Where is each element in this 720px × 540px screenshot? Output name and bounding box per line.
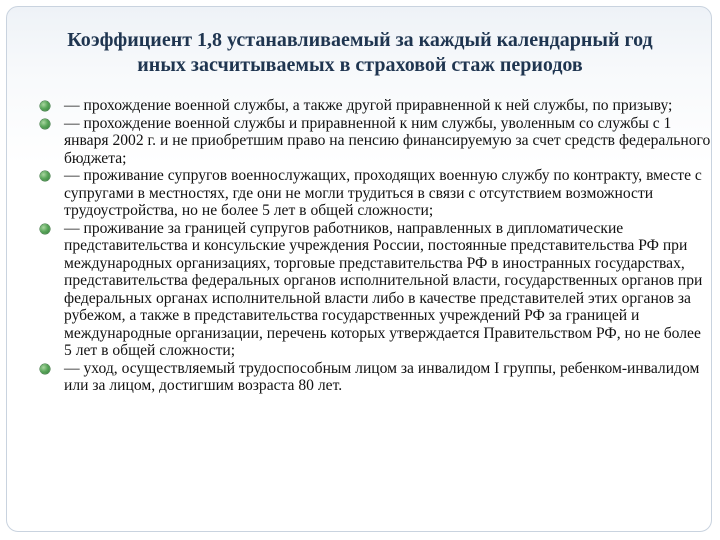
bullet-list <box>40 97 712 395</box>
green-sphere-bullet-icon <box>40 119 50 129</box>
list-item <box>40 115 712 168</box>
list-item <box>40 360 712 395</box>
slide-title-line-1: Коэффициент 1,8 устанавливаемый за каждый календарный год <box>67 29 653 51</box>
green-sphere-bullet-icon <box>40 364 50 374</box>
list-item-text: — проживание супругов военнослужащих, проходящих военную службу по контракту, вместе с супругами в местностях, где они не могли трудиться в связи с отсутствием возможности трудоустройства, но не более 5 лет в общей сложности; <box>64 167 702 219</box>
slide-title <box>20 28 700 78</box>
green-sphere-bullet-icon <box>40 171 50 181</box>
green-sphere-bullet-icon <box>40 101 50 111</box>
list-item <box>40 167 712 220</box>
slide-title-line-2: иных засчитываемых в страховой стаж периодов <box>137 54 583 76</box>
list-item-text: — прохождение военной службы и приравненной к ним службы, уволенным со службы с 1 января 2002 г. и не приобретшим право на пенсию финансируемую за счет средств федерального бюджета; <box>64 114 711 167</box>
list-item <box>40 220 712 360</box>
list-item-text: — проживание за границей супругов работников, направленных в дипломатические представительства и консульские учреждения России, постоянные представительства РФ при международных организациях, торговые представительства РФ в иностранных государствах, представительства федеральных органов исполнительной власти, государственных органов при федеральных органах исполнительной власти либо в качестве представителей этих органов за рубежом, а также в представительства государственных учреждений РФ за границей и международные организации, перечень которых утверждается Правительством РФ, но не более 5 лет в общей сложности; <box>64 219 703 359</box>
list-item-text: — уход, осуществляемый трудоспособным лицом за инвалидом I группы, ребенком-инвалидом или за лицом, достигшим возраста 80 лет. <box>64 359 700 394</box>
green-sphere-bullet-icon <box>40 224 50 234</box>
list-item <box>40 97 712 115</box>
list-item-text: — прохождение военной службы, а также другой приравненной к ней службы, по призыву; <box>64 97 673 114</box>
